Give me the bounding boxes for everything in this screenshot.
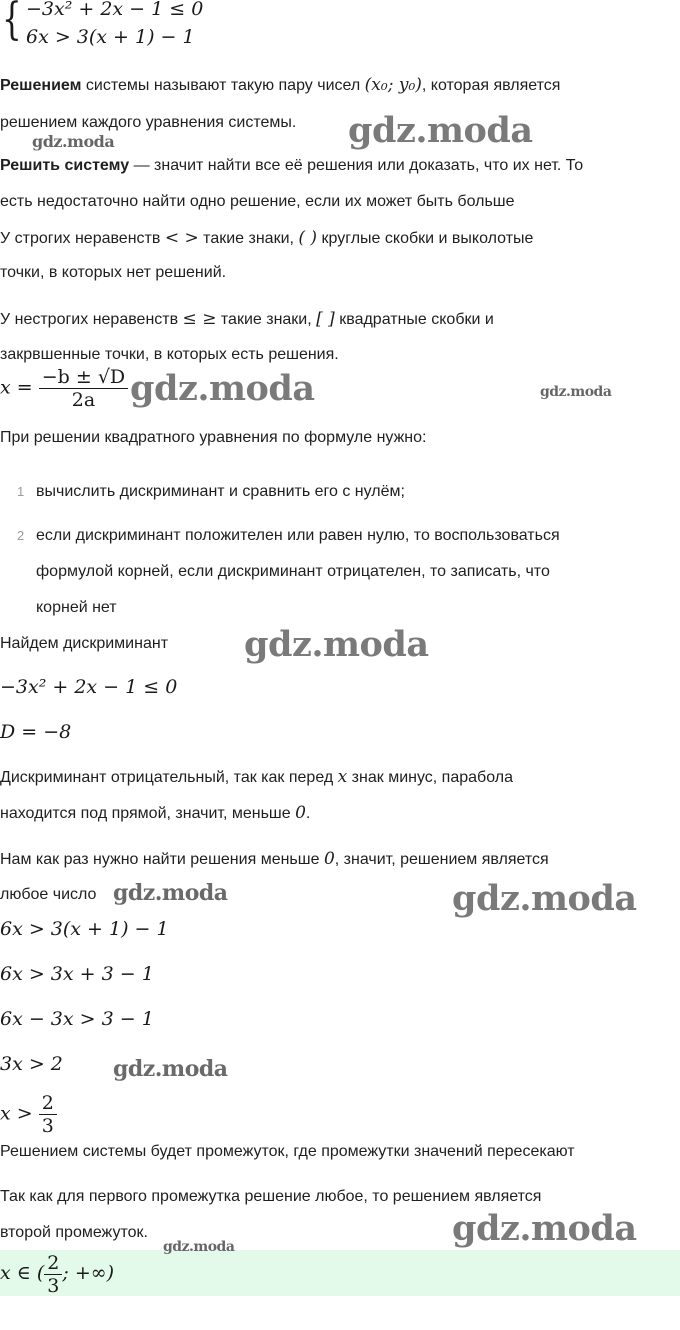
conclusion-line-3: второй промежуток. [0,1224,148,1241]
step-2-line-3: корней нет [36,599,117,616]
steps-intro: При решении квадратного уравнения по формуле нужно: [0,429,427,446]
nonstrict-inequalities-cont: закрвшенные точки, в которых есть решения. [0,346,339,363]
watermark-text: gdz.moda [452,878,637,919]
formula-numerator: −b ± √D [39,366,128,389]
watermark-text: gdz.moda [244,624,429,665]
step-1-line-1: вычислить дискриминант и сравнить его с нулём; [36,483,405,500]
negative-discriminant-cont: находится под прямой, значит, меньше 0. [0,803,311,823]
watermark-text: gdz.moda [540,384,612,400]
nonstrict-inequalities: У нестрогих неравенств ≤ ≥ такие знаки, [ ] квадратные скобки и [0,309,494,329]
watermark-text: gdz.moda [113,1056,228,1082]
discriminant-value: D = −8 [0,721,72,743]
system-line-2: 6x > 3(x + 1) − 1 [26,26,195,48]
linear-step-2: 6x > 3x + 3 − 1 [0,963,154,985]
watermark-text: gdz.moda [348,110,533,151]
term-solution: Решением [0,77,82,94]
negative-discriminant: Дискриминант отрицательный, так как перед x знак минус, парабола [0,767,513,787]
need-solutions-cont: любое число [0,886,97,903]
term-solve-system: Решить систему [0,157,130,174]
watermark-text: gdz.moda [32,132,115,151]
watermark-text: gdz.moda [113,880,228,906]
quadratic-formula: x = $\frac{-b \pm √D}{2a}$ [0,366,128,411]
strict-inequalities-cont: точки, в которых нет решений. [0,264,227,281]
step-2-line-1: если дискриминант положителен или равен нулю, то воспользоваться [36,527,560,544]
conclusion-line-2: Так как для первого промежутка решение любое, то решением является [0,1188,542,1205]
step-number: 2 [17,528,25,543]
conclusion-line-1: Решением системы будет промежуток, где промежутки значений пересекают [0,1143,575,1160]
system [0,0,260,52]
strict-inequalities: У строгих неравенств < > такие знаки, ( ) круглые скобки и выколотые [0,228,534,248]
linear-step-3: 6x − 3x > 3 − 1 [0,1008,154,1030]
system-brace: { [2,0,22,45]
discriminant-title: Найдем дискриминант [0,635,169,652]
answer-expression: x ∈ ( $\frac{2}{3}$ ; +∞) [0,1251,114,1297]
definition-solve-system: Решить систему — значит найти все её решения или доказать, что их нет. То [0,157,584,174]
definition-solution: Решением системы называют такую пару чисел (x₀; y₀), которая является [0,75,561,95]
definition-solution-cont: решением каждого уравнения системы. [0,114,297,131]
formula-denominator: 2a [71,389,96,411]
watermark-text: gdz.moda [452,1208,637,1249]
system-line-1: −3x² + 2x − 1 ≤ 0 [26,0,204,20]
definition-solve-system-cont: есть недостаточно найти одно решение, если их может быть больше [0,193,515,210]
answer-box [0,1250,680,1296]
watermark-text: gdz.moda [163,1239,235,1255]
watermark-text: gdz.moda [130,368,315,409]
step-number: 1 [17,484,25,499]
linear-step-4: 3x > 2 [0,1053,63,1075]
pair-x0-y0: (x₀; y₀) [364,75,422,95]
linear-step-1: 6x > 3(x + 1) − 1 [0,918,169,940]
step-2-line-2: формулой корней, если дискриминант отрицателен, то записать, что [36,563,550,580]
linear-step-5: x > $\frac{2}{3}$ [0,1092,57,1137]
need-solutions: Нам как раз нужно найти решения меньше 0, значит, решением является [0,849,549,869]
discriminant-inequality: −3x² + 2x − 1 ≤ 0 [0,676,178,698]
